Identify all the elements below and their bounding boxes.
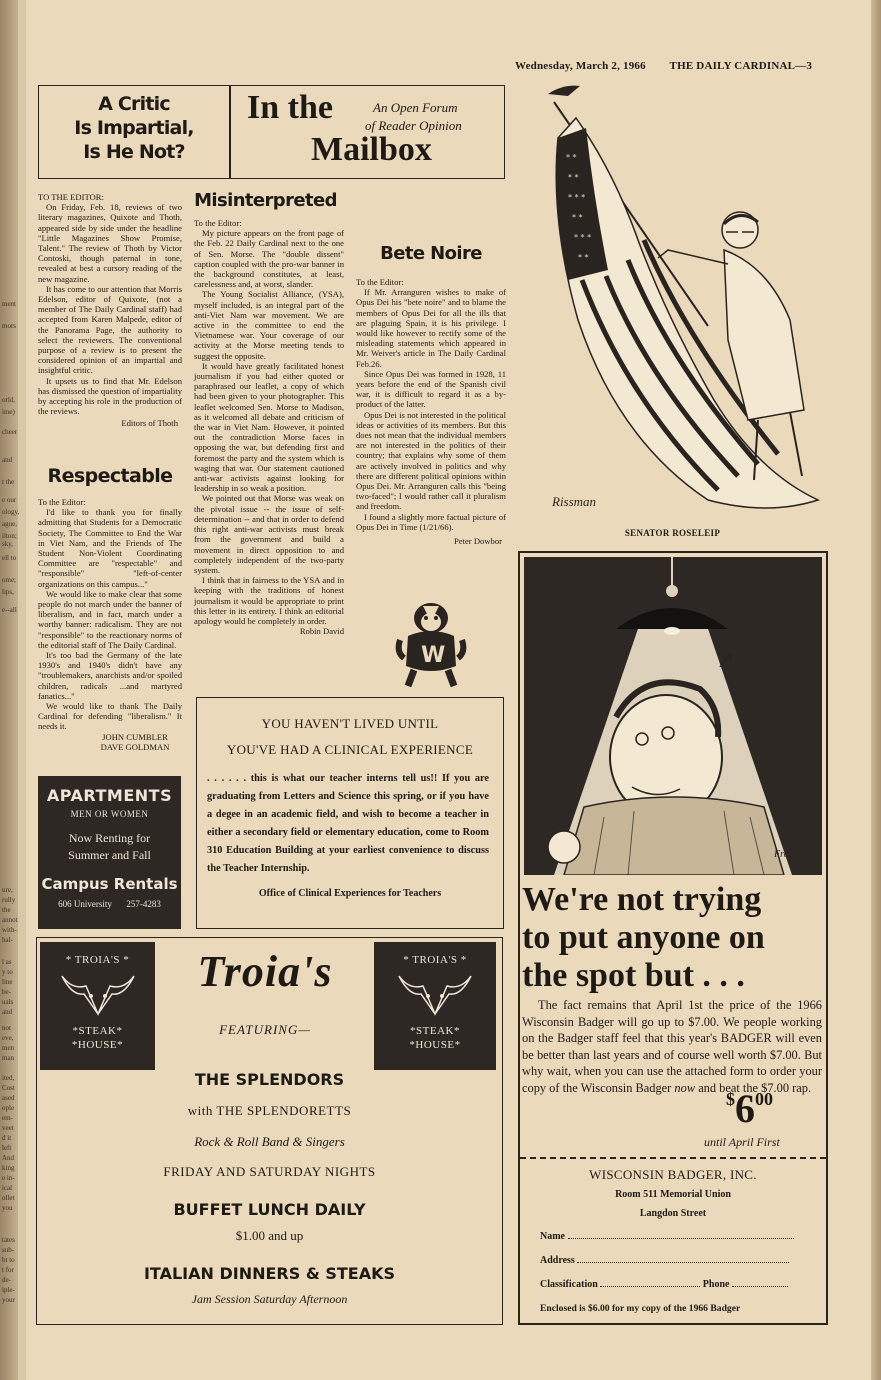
logo-text: *STEAK*	[72, 1025, 123, 1037]
previous-page-fragment: iple-	[2, 1286, 15, 1294]
previous-page-fragment: with-	[2, 926, 17, 934]
troias-script-name: Troia's	[197, 947, 333, 996]
previous-page-fragment: and	[2, 456, 13, 464]
teacher-ad-title: YOU HAVEN'T LIVED UNTIL	[261, 716, 439, 731]
previous-page-fragment: orld,	[2, 396, 16, 404]
previous-page-fragment: line	[2, 978, 13, 986]
troias-jam: Jam Session Saturday Afternoon	[191, 1292, 348, 1306]
letter-paragraph: To the Editor:	[38, 497, 86, 507]
troias-genre: Rock & Roll Band & Singers	[194, 1134, 345, 1149]
previous-page-fragment: ology,	[2, 508, 20, 516]
page-header	[515, 60, 812, 72]
troias-with: with THE SPLENDORETTS	[187, 1103, 352, 1118]
previous-page-fragment: ome;	[2, 576, 16, 584]
page-edge	[871, 0, 881, 1380]
apartments-address: 606 University	[58, 899, 112, 909]
previous-page-fragment: you	[2, 1204, 13, 1212]
previous-page-fragment: ilton;	[2, 532, 17, 540]
letter-paragraph: It would have greatly facilitated honest journalism if you had either quoted or paraphrased our leaflet, a copy of which had been given to your photographer. This leaflet welcomed Sen. Morse to Madison, as it welcomed all debate and criticism of the war in Viet Nam. However, it pointed out the contradiction Morse faces in opposing the war, but defending first and foremost the party and the system which is waging that war. Our statement cautioned anti-war activists against looking for leadership in so weak a position.	[194, 360, 344, 494]
previous-page-fragment: mors	[2, 322, 16, 330]
logo-text: * TROIA'S *	[403, 954, 467, 966]
letter-respectable	[38, 497, 182, 752]
letter-paragraph: The Young Socialist Alliance, (YSA), myself included, is an integral part of the anti-Viet Nam war movement. We are active in the committee to end the Vietnamese war. Your coverage of our activity at the Morse meeting tends to suggest the opposite.	[194, 289, 344, 361]
header-date: Wednesday, March 2, 1966	[515, 60, 646, 72]
forum-subtitle-1: An Open Forum	[373, 100, 458, 115]
letter-paragraph: I think that in fairness to the YSA and in keeping with the traditions of honest journalism it would be appropriate to print this letter in its entirety. I think an editorial apology would be completely in order.	[194, 575, 344, 626]
previous-page-fragment: And	[2, 1154, 15, 1162]
headline-bete-noire: Bete Noire	[380, 243, 482, 264]
previous-page-fragment: uals	[2, 998, 14, 1006]
teacher-internship-ad	[196, 697, 504, 929]
teacher-ad-body: . . . . . . this is what our teacher interns tell us!! If you are graduating from Letters and Science this spring, or if you have a degee in an academic field, and wish to become a teacher in either a secondary field or elementary education, come to Room 310 Education Building at your earliest convenience to discuss the Teacher Internship.	[207, 773, 489, 874]
letter-paragraph: I found a slightly more factual picture of Opus Dei in Time (1/21/66).	[356, 511, 506, 532]
troias-featuring: FEATURING—	[219, 1022, 311, 1037]
previous-page-fragment: king	[2, 1164, 15, 1172]
previous-page-fragment: y to	[2, 968, 13, 976]
coupon-room: Room 511 Memorial Union	[615, 1189, 731, 1200]
svg-text:* *: * *	[568, 173, 579, 182]
previous-page-fragment: annot	[2, 916, 18, 924]
coupon-name-row	[540, 1231, 802, 1242]
apartments-title: APARTMENTS	[46, 786, 173, 805]
critic-title-line: Is Impartial,	[74, 117, 194, 139]
letter-paragraph: It has come to our attention that Morris Edelson, editor of Quixote, (not a member of The Daily Cardinal staff) had accepted from Karen Malpede, editor of the Panorama Page, the authority to select the reviewers. The conventional purpose of a review is to present the considered opinion of an impartial and insightful critic.	[38, 283, 182, 376]
letter-paragraph: We would like to thank The Daily Cardinal for defending "liberalism." It needs it.	[38, 701, 182, 732]
letter-bete-noire	[356, 277, 506, 546]
previous-page-fragment: lips,	[2, 588, 14, 596]
coupon-enclosed: Enclosed is $6.00 for my copy of the 1966 Badger	[540, 1303, 741, 1314]
previous-page-fragment: bt to	[2, 1256, 15, 1264]
masthead-divider	[229, 86, 231, 178]
previous-page-fragment: not	[2, 1024, 11, 1032]
troias-steak-house-ad	[36, 937, 503, 1325]
previous-page-fragment: be-	[2, 988, 11, 996]
previous-page-fragment: l as	[2, 958, 12, 966]
letter-paragraph: To the Editor:	[194, 218, 242, 228]
previous-page-fragment: ollet	[2, 1194, 15, 1202]
headline-misinterpreted: Misinterpreted	[194, 190, 337, 211]
letter-paragraph: I'd like to thank you for finally admitting that Students for a Democratic Society, The Committee to End the War in Viet Nam, and the Friends of The Student Non-Violent Coordinating Committee are "respectable" and "responsible" "left-of-center organizations on this campus..."	[38, 507, 182, 589]
previous-page-fragment: your	[2, 1296, 15, 1304]
coupon-address-label: Address	[540, 1255, 575, 1266]
previous-page-fragment: ased	[2, 1094, 15, 1102]
previous-page-fragment: and	[2, 1008, 13, 1016]
coupon-street: Langdon Street	[639, 1208, 707, 1219]
coupon-phone-field[interactable]	[732, 1286, 788, 1287]
badger-body	[522, 997, 822, 1096]
coupon-address-field[interactable]	[577, 1262, 789, 1263]
previous-page-fragment: hal-	[2, 936, 13, 944]
apartments-line: Now Renting for	[68, 831, 151, 845]
letter-signature: Editors of Thoth	[121, 418, 178, 429]
svg-text:W: W	[421, 643, 446, 668]
previous-page-fragment: man	[2, 1054, 15, 1062]
previous-page-fragment: Cost	[2, 1084, 15, 1092]
teacher-ad-footer: Office of Clinical Experiences for Teachers	[258, 888, 442, 899]
previous-page-fragment: de-	[2, 1276, 11, 1284]
troias-nights: FRIDAY AND SATURDAY NIGHTS	[163, 1164, 376, 1179]
previous-page-fragment: t the	[2, 478, 15, 486]
coupon-name-label: Name	[540, 1231, 565, 1242]
apartments-name: Campus Rentals	[41, 875, 178, 893]
svg-text:* *: * *	[572, 213, 583, 222]
steer-head-icon	[395, 970, 475, 1016]
critic-title-line: Is He Not?	[83, 141, 185, 163]
letter-paragraph: It upsets us to find that Mr. Edelson has dismissed the question of impartiality by accepting his role in the production of the reviews.	[38, 375, 182, 417]
troias-logo-left	[40, 942, 155, 1070]
previous-page-strip	[0, 0, 26, 1380]
badger-headline-line: the spot but . . .	[522, 957, 745, 994]
letter-paragraph: My picture appears on the front page of the Feb. 22 Daily Cardinal next to the one of Sen. Morse. The "double dissent" caption coupled with the pro-war banner in the background constitutes, at least, carelessness and, at worst, slander.	[194, 228, 344, 290]
previous-page-fragment: ical	[2, 1184, 13, 1192]
apartments-sub: MEN OR WOMEN	[70, 809, 149, 819]
previous-page-fragment: e in-	[2, 1174, 15, 1182]
badger-body-text: and beat the $7.00 rap.	[698, 1080, 812, 1095]
previous-page-fragment: ell to	[2, 554, 17, 562]
letter-signature: Robin David	[299, 626, 344, 637]
troias-dinners: ITALIAN DINNERS & STEAKS	[143, 1264, 396, 1283]
previous-page-fragment: t for	[2, 1266, 14, 1274]
previous-page-fragment: d it	[2, 1134, 12, 1142]
letter-paragraph: Opus Dei is not interested in the political ideas or activities of its members. But this does not mean that the individual members are not interested in the politics of their country; that explains why some of them are actively involved in politics and why there are different political opinions within Opus Dei. Mr. Arranguren calls this "being two-faced"; I would rather call it pluralism and freedom.	[356, 409, 506, 512]
critic-title	[39, 92, 229, 164]
svg-text:* * *: * * *	[568, 193, 586, 202]
coupon-name-field[interactable]	[568, 1238, 794, 1239]
editorial-cartoon-spotlight	[524, 557, 822, 875]
previous-page-fragment: the	[2, 906, 11, 914]
price-dollar: $	[726, 1089, 735, 1109]
logo-text: * TROIA'S *	[65, 954, 130, 966]
forum-title-mailbox: Mailbox	[311, 131, 432, 168]
letter-paragraph: To the Editor:	[356, 277, 404, 287]
troias-band: THE SPLENDORS	[194, 1070, 345, 1089]
cartoon-caption: SENATOR ROSELEIP	[624, 528, 721, 538]
coupon-class-label: Classification	[540, 1279, 598, 1290]
apartments-phone: 257-4283	[126, 899, 161, 909]
previous-page-fragment: ime)	[2, 408, 15, 416]
steer-head-icon	[58, 970, 138, 1016]
price-cents: 00	[755, 1089, 773, 1109]
badger-headline	[522, 881, 822, 995]
previous-page-fragment: ment	[2, 300, 16, 308]
cartoon-artist-signature: Rissman	[552, 494, 597, 509]
letter-paragraph: TO THE EDITOR:	[38, 192, 104, 202]
previous-page-fragment: e--all	[2, 606, 17, 614]
coupon-class-field[interactable]	[600, 1286, 700, 1287]
letter-paragraph: Since Opus Dei was formed in 1928, 11 years before the end of the Spanish civil war, it is difficult to regard it as a by-product of the latter.	[356, 368, 506, 410]
logo-text: *HOUSE*	[409, 1039, 461, 1051]
cartoon-artist-signature: Fro.	[774, 849, 792, 860]
logo-text: *STEAK*	[410, 1025, 460, 1037]
coupon-phone-label: Phone	[702, 1279, 730, 1290]
previous-page-fragment: em-	[2, 1114, 13, 1122]
svg-text:* *: * *	[578, 253, 589, 262]
letter-paragraph: It's too bad the Germany of the late 1930's and 1940's didn't have any "troublemakers, anarchists and/or spoiled children, radicals ...and martyred fanatics..."	[38, 650, 182, 701]
letter-signature: DAVE GOLDMAN	[100, 741, 170, 752]
header-paper: THE DAILY CARDINAL—3	[669, 60, 813, 72]
apartments-line: Summer and Fall	[68, 848, 151, 862]
badger-until: until April First	[704, 1135, 780, 1149]
previous-page-fragment: tates	[2, 1236, 15, 1244]
previous-page-fragment: veet	[2, 1124, 14, 1132]
letter-signature: JOHN CUMBLER	[102, 731, 168, 742]
previous-page-fragment: ague,	[2, 520, 17, 528]
badger-headline-line: to put anyone on	[522, 919, 765, 956]
mailbox-masthead	[38, 85, 505, 179]
svg-text:* *: * *	[566, 153, 577, 162]
price-main: 6	[735, 1086, 755, 1131]
previous-page-fragment: cheer	[2, 428, 18, 436]
coupon-class-row	[540, 1279, 810, 1290]
previous-page-fragment: rully	[2, 896, 16, 904]
troias-price: $1.00 and up	[235, 1228, 304, 1243]
previous-page-fragment: ure,	[2, 886, 13, 894]
headline-respectable: Respectable	[47, 465, 173, 487]
letter-signature: Peter Dowbor	[454, 536, 502, 547]
previous-page-fragment: sky,	[2, 540, 14, 548]
coupon-address-row	[540, 1255, 802, 1266]
forum-title-in-the: In the	[247, 89, 333, 126]
badger-body-now: now	[674, 1080, 696, 1095]
troias-buffet: BUFFET LUNCH DAILY	[173, 1200, 366, 1219]
previous-page-fragment: ople	[2, 1104, 15, 1112]
previous-page-fragment: men	[2, 1044, 15, 1052]
badger-body-text: The fact remains that April 1st the price of the 1966 Wisconsin Badger will go up to $7.00. We people working on the Badger staff feel that this year's BADGER will even be better than last years and of course well worth $7.00. But why wait, when you can use the attached form to order your copy of the Wisconsin Badger	[522, 998, 822, 1095]
forum-subtitle-2: of Reader Opinion	[365, 118, 462, 133]
teacher-ad-title: YOU'VE HAD A CLINICAL EXPERIENCE	[226, 742, 474, 757]
badger-headline-line: We're not trying	[522, 881, 762, 918]
badger-price	[726, 1086, 773, 1131]
critic-title-line: A Critic	[98, 93, 170, 115]
badger-mascot-drawing	[394, 596, 468, 688]
previous-page-fragment: sub-	[2, 1246, 15, 1254]
letter-thoth	[38, 192, 182, 429]
letter-paragraph: We would like to make clear that some people do not march under the banner of liberalism, and in fact, march under a worthy banner: radicalism. They are not "responsible" to the reactionary norms of the editorial staff of The Daily Cardinal.	[38, 588, 182, 650]
editorial-cartoon-flag	[518, 80, 830, 520]
letter-paragraph: On Friday, Feb. 18, reviews of two literary magazines, Quixote and Thoth, appeared side by side under the headline "Little Magazines Show Promise, Talent." The review of Thoth by Victor Contoski, though paternal in tone, revealed at best a cursory reading of the new magazine.	[38, 202, 182, 284]
previous-page-fragment: eve,	[2, 1034, 14, 1042]
letter-misinterpreted	[194, 218, 344, 636]
previous-page-fragment: e our	[2, 496, 17, 504]
troias-logo-right	[374, 942, 496, 1070]
coupon-cut-line	[520, 1157, 826, 1159]
svg-text:* * *: * * *	[574, 233, 592, 242]
previous-page-fragment: left	[2, 1144, 12, 1152]
logo-text: *HOUSE*	[71, 1039, 124, 1051]
apartments-contact	[38, 899, 181, 909]
apartments-ad	[38, 776, 181, 929]
wisconsin-badger-ad	[518, 551, 828, 1325]
letter-paragraph: If Mr. Arranguren wishes to make of Opus Dei his "bete noire" and to blame the members of Opus Dei for all the ills that are plaguing Spain, it is his privilege. I would like however to rectify some of the misleading statements which appeared in Mr. Weiver's article in The Daily Cardinal Feb.26.	[356, 287, 506, 369]
previous-page-fragment: ited,	[2, 1074, 15, 1082]
coupon-org: WISCONSIN BADGER, INC.	[589, 1167, 757, 1182]
letter-paragraph: We pointed out that Morse was weak on the pivotal issue -- the issue of self-determination -- and that in order to defend this right anti-war activists must break from the government and build a movement in direct opposition to and completely independent of the two-party system.	[194, 493, 344, 575]
